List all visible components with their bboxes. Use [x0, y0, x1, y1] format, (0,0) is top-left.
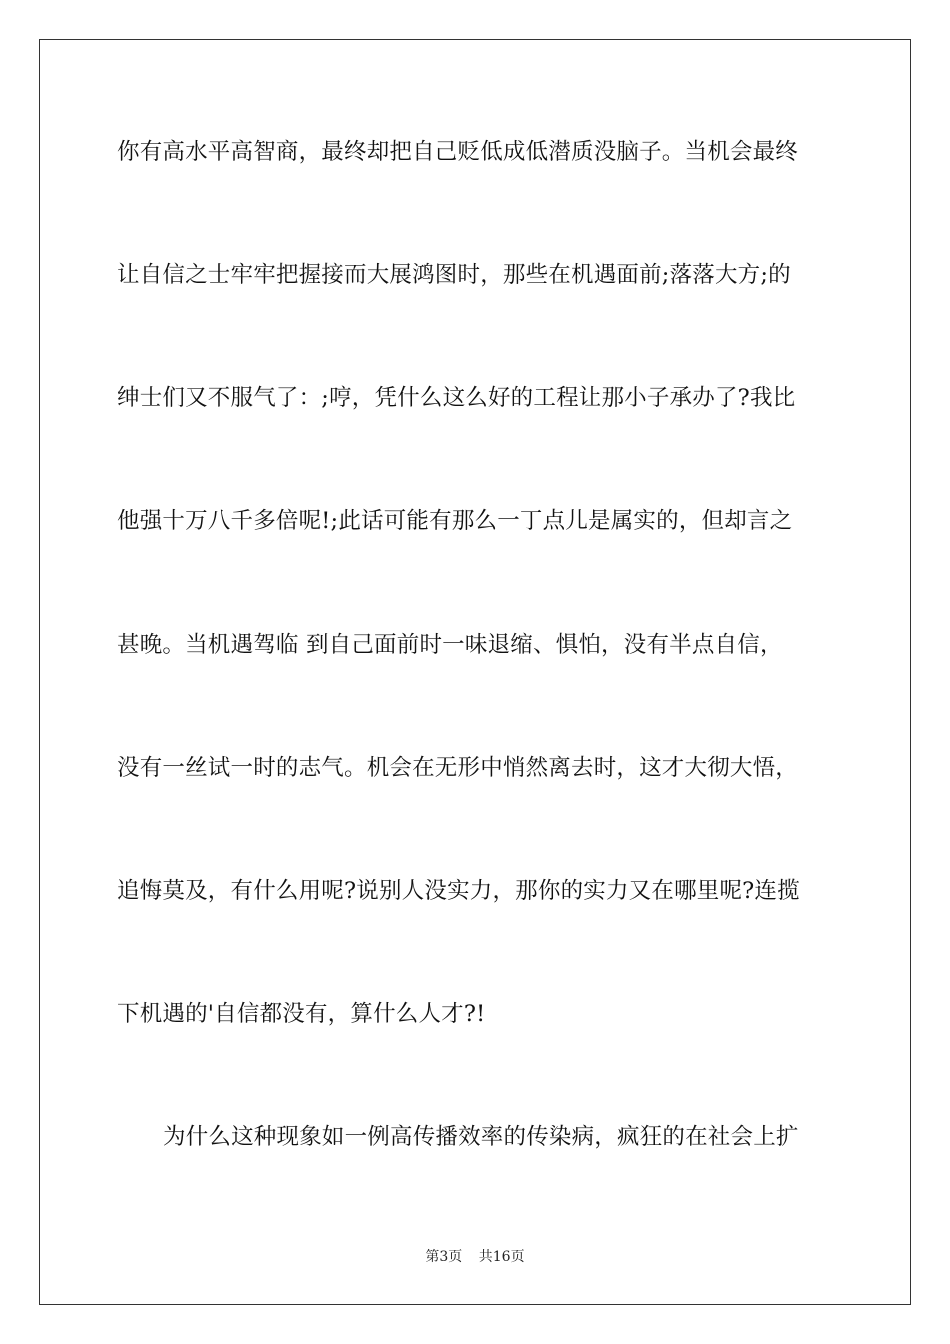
- text-line-9-paragraph-start: 为什么这种现象如一例高传播效率的传染病，疯狂的在社会上扩: [163, 1124, 799, 1150]
- page-border: [39, 39, 911, 1305]
- text-line-7: 追悔莫及，有什么用呢?说别人没实力，那你的实力又在哪里呢?连揽: [117, 878, 800, 904]
- text-line-6: 没有一丝试一时的志气。机会在无形中悄然离去时，这才大彻大悟，: [117, 755, 799, 781]
- page-total: 共16页: [478, 1249, 525, 1265]
- text-line-8: 下机遇的'自信都没有，算什么人才?!: [117, 1001, 486, 1027]
- text-line-1: 你有高水平高智商，最终却把自己贬低成低潜质没脑子。当机会最终: [117, 139, 799, 165]
- page-number: 第3页: [425, 1249, 463, 1265]
- page-footer: [0, 1247, 950, 1267]
- text-line-4: 他强十万八千多倍呢!;此话可能有那么一丁点儿是属实的，但却言之: [117, 508, 793, 534]
- text-line-5: 甚晚。当机遇驾临 到自己面前时一味退缩、惧怕，没有半点自信，: [117, 632, 783, 658]
- text-line-3: 绅士们又不服气了：;哼，凭什么这么好的工程让那小子承办了?我比: [117, 385, 796, 411]
- text-line-2: 让自信之士牢牢把握接而大展鸿图时，那些在机遇面前;落落大方;的: [117, 262, 791, 288]
